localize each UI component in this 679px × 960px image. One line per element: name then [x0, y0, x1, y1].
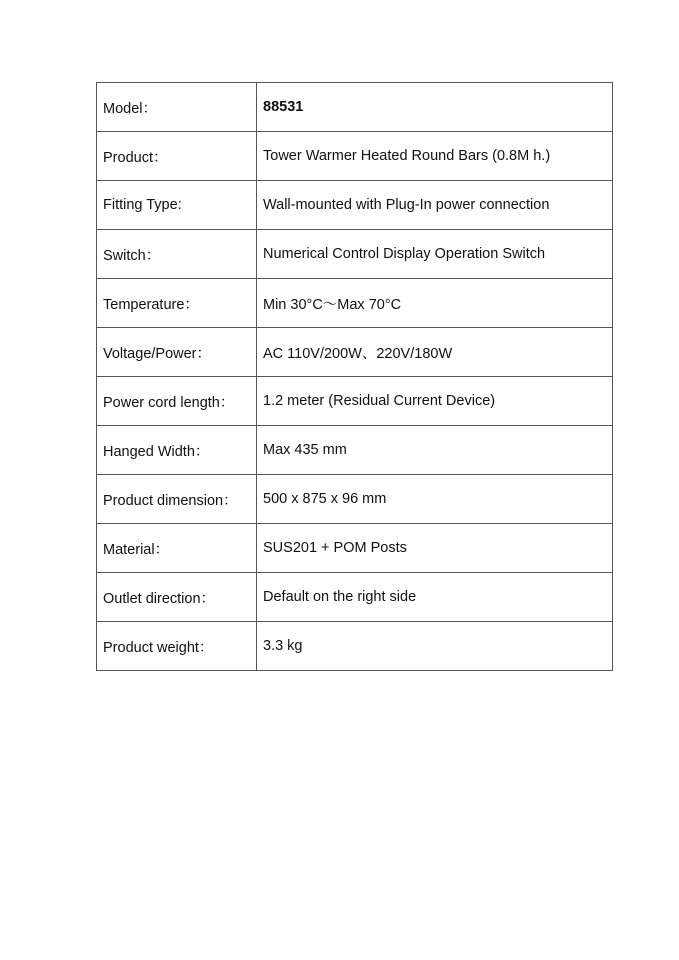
- spec-row-temperature: [97, 279, 613, 328]
- spec-row-product-weight: [97, 622, 613, 671]
- spec-value: 88531: [257, 83, 613, 132]
- spec-value: Max 435 mm: [257, 426, 613, 475]
- spec-value: 3.3 kg: [257, 622, 613, 671]
- spec-row-material: [97, 524, 613, 573]
- spec-value: 500 x 875 x 96 mm: [257, 475, 613, 524]
- spec-row-outlet-direction: [97, 573, 613, 622]
- spec-label: Product dimension：: [97, 475, 257, 524]
- spec-row-model: [97, 83, 613, 132]
- spec-label: Product weight：: [97, 622, 257, 671]
- spec-value: Tower Warmer Heated Round Bars (0.8M h.): [257, 132, 613, 181]
- spec-value: Numerical Control Display Operation Switch: [257, 230, 613, 279]
- spec-label: Temperature：: [97, 279, 257, 328]
- spec-row-fitting-type: [97, 181, 613, 230]
- spec-label: Model：: [97, 83, 257, 132]
- spec-value: Min 30°C～Max 70°C: [257, 279, 613, 328]
- spec-value: Wall-mounted with Plug-In power connection: [257, 181, 613, 230]
- spec-label: Product：: [97, 132, 257, 181]
- spec-row-hanged-width: [97, 426, 613, 475]
- spec-row-power-cord-length: [97, 377, 613, 426]
- spec-label: Voltage/Power：: [97, 328, 257, 377]
- spec-value: AC 110V/200W、220V/180W: [257, 328, 613, 377]
- spec-label: Material：: [97, 524, 257, 573]
- spec-value: Default on the right side: [257, 573, 613, 622]
- spec-row-switch: [97, 230, 613, 279]
- spec-label: Power cord length：: [97, 377, 257, 426]
- spec-row-voltage-power: [97, 328, 613, 377]
- spec-value: 1.2 meter (Residual Current Device): [257, 377, 613, 426]
- spec-row-product: [97, 132, 613, 181]
- spec-label: Switch：: [97, 230, 257, 279]
- spec-label: Fitting Type:: [97, 181, 257, 230]
- spec-label: Hanged Width：: [97, 426, 257, 475]
- spec-label: Outlet direction：: [97, 573, 257, 622]
- spec-table: [96, 82, 613, 671]
- spec-value: SUS201 + POM Posts: [257, 524, 613, 573]
- spec-row-product-dimension: [97, 475, 613, 524]
